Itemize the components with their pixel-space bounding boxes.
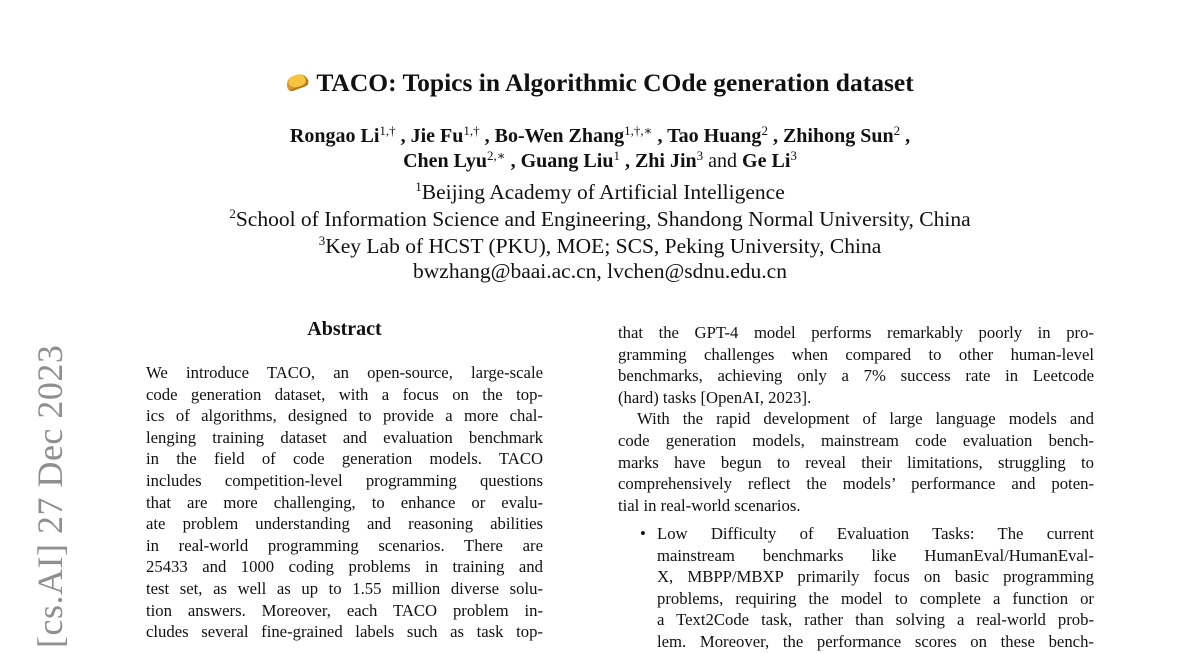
abstract-line: tion answers. Moreover, each TACO problem in- bbox=[146, 600, 543, 620]
author-affiliation-mark: 2,∗ bbox=[487, 148, 506, 163]
abstract-line: in real-world programming scenarios. There are bbox=[146, 535, 543, 555]
arxiv-side-stamp bbox=[30, 318, 70, 648]
affiliation-3-text: Key Lab of HCST (PKU), MOE; SCS, Peking University, China bbox=[325, 234, 882, 258]
author-affiliation-mark: 1 bbox=[613, 148, 620, 163]
intro-line: marks have begun to reveal their limitations, struggling to bbox=[618, 452, 1094, 472]
intro-line: With the rapid development of large language models and bbox=[637, 409, 1094, 429]
author-affiliation-mark: 2 bbox=[893, 123, 901, 138]
abstract-heading: Abstract bbox=[307, 318, 382, 340]
abstract-line: lenging training dataset and evaluation benchmark bbox=[146, 427, 543, 447]
paper-title-block bbox=[0, 68, 1200, 98]
affiliation-3-mark: 3 bbox=[318, 233, 326, 248]
abstract-line: cludes several fine-grained labels such as task top- bbox=[146, 622, 543, 642]
bullet-line: lem. Moreover, the performance scores on these bench- bbox=[657, 631, 1094, 651]
author-affiliation-mark: 2 bbox=[761, 123, 768, 138]
affiliation-2-text: School of Information Science and Engineering, Shandong Normal University, China bbox=[235, 207, 971, 231]
author-name: Zhi Jin bbox=[634, 150, 697, 172]
author bbox=[783, 125, 900, 147]
author-name: Chen Lyu bbox=[403, 150, 488, 172]
intro-line: benchmarks, achieving only a 7% success rate in Leetcode bbox=[618, 366, 1094, 386]
author bbox=[667, 125, 768, 147]
abstract-line: We introduce TACO, an open-source, large-scale bbox=[146, 363, 543, 382]
author-name: Guang Liu bbox=[520, 150, 614, 172]
abstract-line: in the field of code generation models. TACO bbox=[146, 449, 543, 469]
abstract-line: that are more challenging, to enhance or evalu- bbox=[146, 492, 543, 512]
affiliation-1 bbox=[0, 179, 1200, 205]
bullet-text bbox=[657, 523, 1094, 653]
arxiv-stamp-text: [cs.AI] 27 Dec 2023 bbox=[30, 344, 70, 648]
abstract-line: code generation dataset, with a focus on the top- bbox=[146, 384, 543, 404]
author-name: Bo-Wen Zhang bbox=[494, 125, 625, 147]
intro-line: that the GPT-4 model performs remarkably poorly in pro- bbox=[618, 323, 1094, 342]
author-name: Rongao Li bbox=[289, 125, 380, 147]
author-affiliation-mark: 1,†,∗ bbox=[624, 123, 653, 138]
affiliation-1-text: Beijing Academy of Artificial Intelligence bbox=[421, 180, 785, 204]
author bbox=[411, 125, 480, 147]
author bbox=[403, 150, 506, 172]
authors-line-1: Rongao $Li^{1,\dagger}$ , Jie $Fu^{1,\dagger}$ , Bo-Wen Zhang$^{1,\dagger,∗}$ , Tao Huang$^2$ , Zhihong Sun$^2$ , bbox=[289, 123, 911, 147]
author bbox=[742, 150, 797, 172]
author-name: Ge Li bbox=[742, 150, 791, 172]
affiliation-1-mark: 1 bbox=[415, 179, 422, 194]
affiliation-2-mark: 2 bbox=[229, 206, 236, 221]
intro-line: code generation models, mainstream code evaluation bench- bbox=[618, 430, 1094, 450]
author-name: Jie Fu bbox=[410, 125, 464, 147]
abstract-body bbox=[146, 362, 543, 643]
author-name: Zhihong Sun bbox=[782, 125, 894, 147]
abstract-line: ate problem understanding and reasoning abilities bbox=[146, 514, 543, 534]
abstract-line: ics of algorithms, designed to provide a more chal- bbox=[146, 406, 543, 426]
author-affiliation-mark: 1,† bbox=[463, 123, 480, 138]
taco-icon bbox=[285, 72, 310, 93]
author-emails: bwzhang@baai.ac.cn, lvchen@sdnu.edu.cn bbox=[413, 259, 787, 283]
bullet-line: a Text2Code task, rather than solving a real-world prob- bbox=[657, 610, 1094, 630]
affiliation-3 bbox=[0, 233, 1200, 259]
author bbox=[635, 150, 703, 172]
author bbox=[521, 150, 620, 172]
bullet-line: mainstream benchmarks like HumanEval/HumanEval- bbox=[657, 545, 1094, 565]
bullet-marker: • bbox=[640, 524, 646, 543]
intro-line: (hard) tasks [OpenAI, 2023]. bbox=[618, 387, 812, 407]
intro-line: comprehensively reflect the models’ performance and poten- bbox=[618, 474, 1094, 494]
bullet-line: Low Difficulty of Evaluation Tasks: The current bbox=[657, 524, 1094, 543]
abstract-line: includes competition-level programming questions bbox=[146, 470, 543, 490]
bullet-line: X, MBPP/MBXP primarily focus on basic programming bbox=[657, 567, 1094, 587]
intro-line: gramming challenges when compared to other human-level bbox=[618, 344, 1094, 364]
authors-and: and bbox=[708, 150, 743, 172]
intro-body bbox=[618, 322, 1094, 516]
abstract-line: test set, as well as up to 1.55 million diverse solu- bbox=[146, 578, 543, 598]
intro-line: tial in real-world scenarios. bbox=[618, 495, 801, 515]
bullet-line: problems, requiring the model to complete a function or bbox=[657, 588, 1094, 608]
author-affiliation-mark: 3 bbox=[696, 148, 704, 163]
author bbox=[290, 125, 396, 147]
author bbox=[495, 125, 653, 147]
affiliation-2 bbox=[0, 206, 1200, 232]
author-affiliation-mark: 3 bbox=[790, 148, 797, 163]
abstract-line: 25433 and 1000 coding problems in training and bbox=[146, 557, 543, 577]
author-name: Tao Huang bbox=[667, 125, 762, 147]
author-affiliation-mark: 1,† bbox=[379, 123, 396, 138]
authors-line-2: Chen Lyu$^{2,∗}$ , Guang Liu$^1$ , Zhi Jin$^3$ and Ge Li$^3$ bbox=[403, 148, 797, 172]
paper-title: TACO: Topics in Algorithmic COde generation dataset bbox=[316, 68, 914, 97]
